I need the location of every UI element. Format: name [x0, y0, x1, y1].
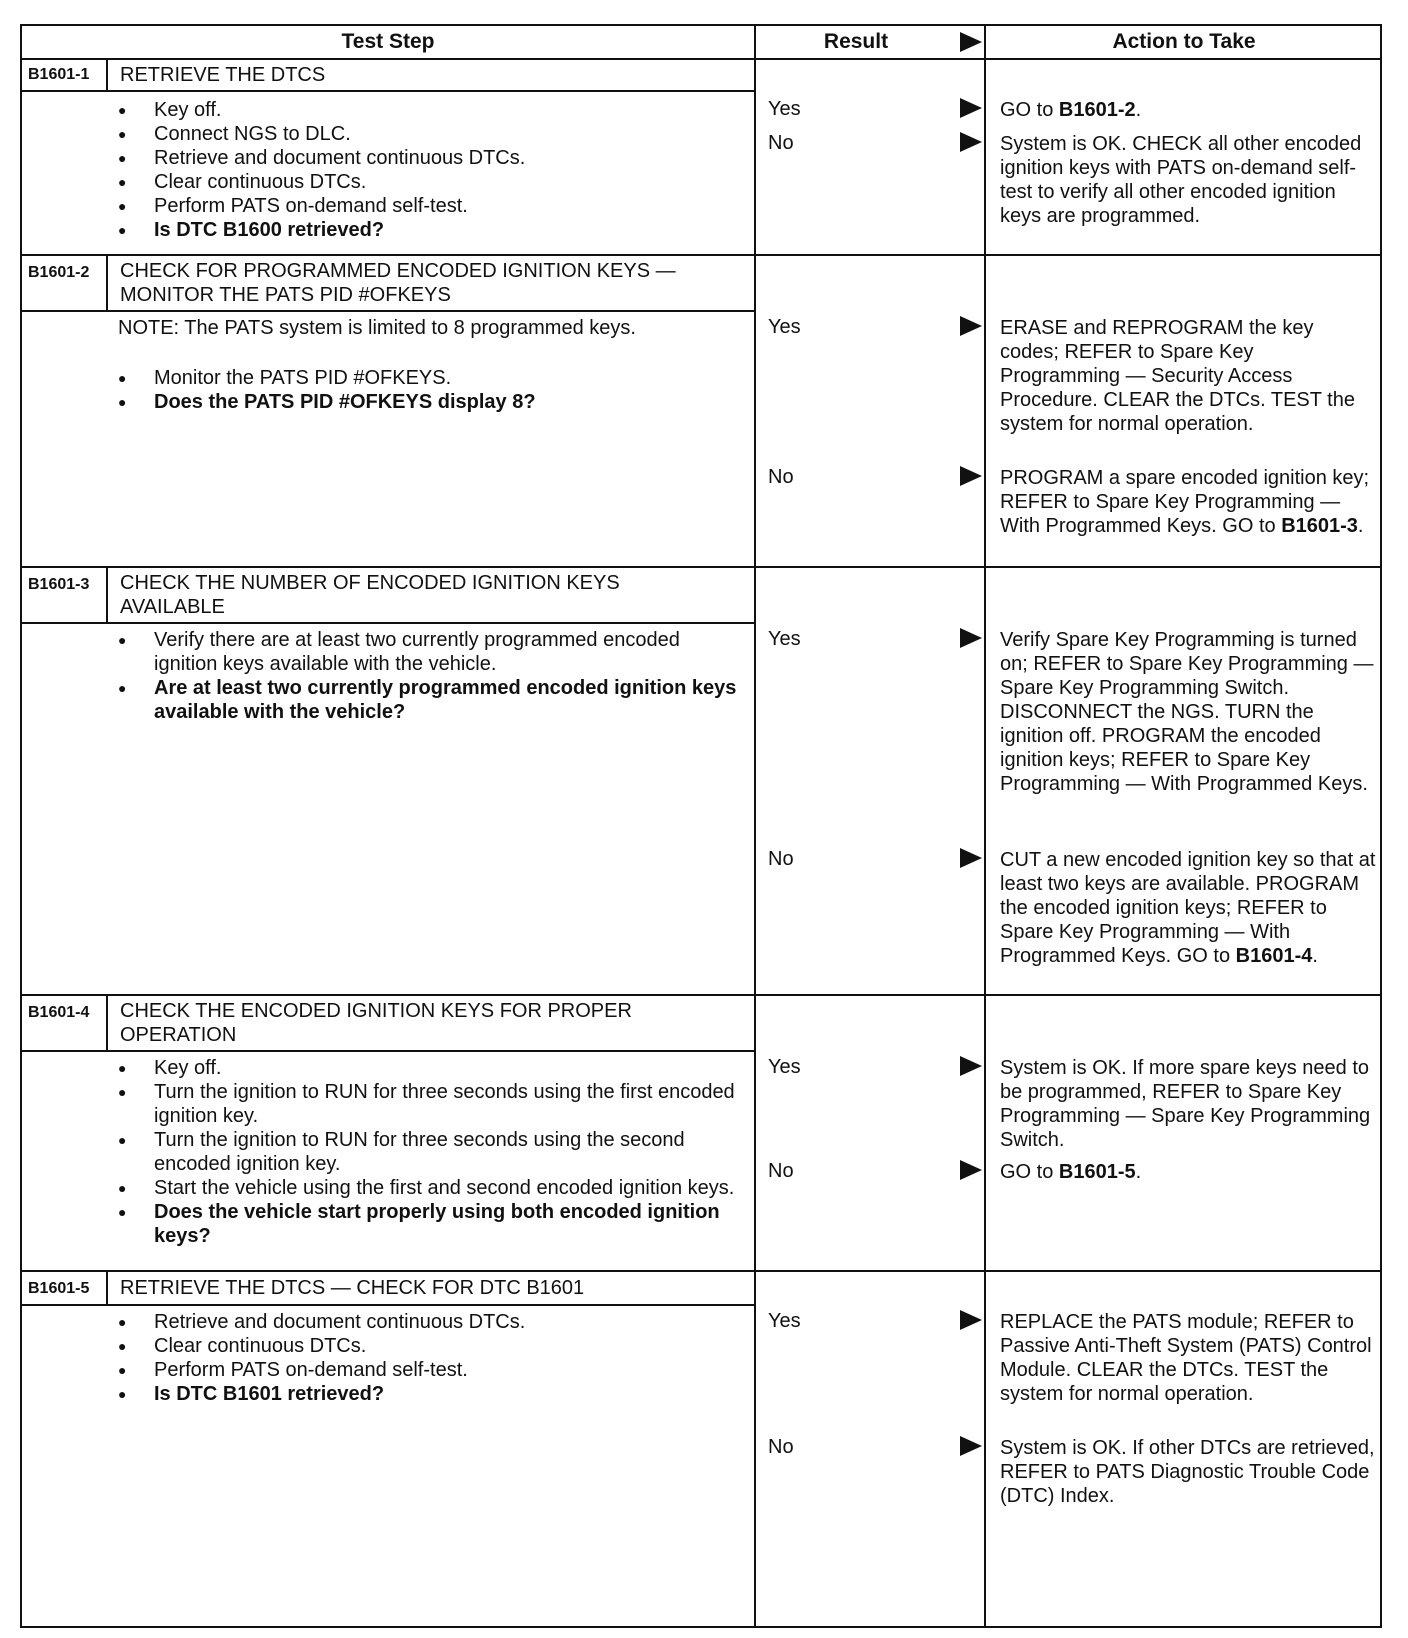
step-title: RETRIEVE THE DTCS	[120, 64, 326, 86]
action-text: Verify Spare Key Programming is turned on; REFER to Spare Key Programming — Spare Key Programming Switch. DISCONNECT the NGS. TURN the ignition off. PROGRAM the encoded ignition keys; REFER to Spare Key Programming — With Programmed Keys.	[1000, 629, 1374, 795]
code-divider	[106, 566, 108, 622]
result-no: No	[768, 1160, 794, 1182]
arrow-icon	[960, 1310, 982, 1330]
step-bullets	[118, 1056, 738, 1248]
bullet: ● Key off.	[118, 98, 738, 122]
action-text: GO to B1601-5.	[1000, 1161, 1142, 1183]
arrow-icon	[960, 1160, 982, 1180]
bullet: ● Clear continuous DTCs.	[118, 1334, 738, 1358]
arrow-icon	[960, 132, 982, 152]
step-bullets	[118, 98, 738, 242]
action-text: System is OK. If more spare keys need to be programmed, REFER to Spare Key Programming — Spare Key Programming Switch.	[1000, 1057, 1371, 1151]
step-code: B1601-4	[28, 1004, 90, 1021]
header-arrow-icon	[960, 32, 982, 52]
code-divider	[106, 1270, 108, 1304]
result-no: No	[768, 466, 794, 488]
bullet: ● Retrieve and document continuous DTCs.	[118, 1310, 738, 1334]
arrow-icon	[960, 848, 982, 868]
action-text: REPLACE the PATS module; REFER to Passive Anti-Theft System (PATS) Control Module. CLEAR the DTCs. TEST the system for normal operation.	[1000, 1311, 1372, 1405]
step-title: CHECK FOR PROGRAMMED ENCODED IGNITION KEYS — MONITOR THE PATS PID #OFKEYS	[120, 260, 676, 306]
title-divider	[22, 1304, 754, 1306]
code-divider	[106, 994, 108, 1050]
code-divider	[106, 58, 108, 90]
header-result: Result	[823, 30, 889, 53]
header-action: Action to Take	[1112, 30, 1256, 53]
step-bullets	[118, 366, 738, 414]
bullet: ● Turn the ignition to RUN for three seconds using the second encoded ignition key.	[118, 1128, 738, 1176]
result-yes: Yes	[768, 98, 801, 120]
action-text: PROGRAM a spare encoded ignition key; REFER to Spare Key Programming — With Programmed Keys. GO to B1601-3.	[1000, 467, 1370, 537]
action-text: CUT a new encoded ignition key so that at least two keys are available. PROGRAM the encoded ignition keys; REFER to Spare Key Programming — With Programmed Keys. GO to B1601-4.	[1000, 849, 1376, 967]
header-test-step: Test Step	[341, 30, 435, 53]
bullet: ● Monitor the PATS PID #OFKEYS.	[118, 366, 738, 390]
arrow-icon	[960, 316, 982, 336]
step-divider	[22, 254, 1380, 256]
step-question: ● Is DTC B1600 retrieved?	[118, 218, 738, 242]
result-no: No	[768, 1436, 794, 1458]
bullet: ● Key off.	[118, 1056, 738, 1080]
step-title: CHECK THE ENCODED IGNITION KEYS FOR PROPER OPERATION	[120, 1000, 632, 1046]
bullet: ● Perform PATS on-demand self-test.	[118, 1358, 738, 1382]
bullet: ● Connect NGS to DLC.	[118, 122, 738, 146]
step-code: B1601-1	[28, 66, 90, 83]
step-code: B1601-5	[28, 1280, 90, 1297]
step-bullets	[118, 628, 738, 724]
bullet: ● Perform PATS on-demand self-test.	[118, 194, 738, 218]
bullet: ● Turn the ignition to RUN for three seconds using the first encoded ignition key.	[118, 1080, 738, 1128]
step-question: ● Is DTC B1601 retrieved?	[118, 1382, 738, 1406]
action-text: System is OK. If other DTCs are retrieved, REFER to PATS Diagnostic Trouble Code (DTC) Index.	[1000, 1437, 1375, 1507]
step-code: B1601-3	[28, 576, 90, 593]
arrow-icon	[960, 1056, 982, 1076]
title-divider	[22, 90, 754, 92]
title-divider	[22, 1050, 754, 1052]
arrow-icon	[960, 466, 982, 486]
result-yes: Yes	[768, 1310, 801, 1332]
step-bullets	[118, 1310, 738, 1406]
diagnostic-table	[20, 24, 1382, 1628]
result-no: No	[768, 848, 794, 870]
step-question: ● Does the PATS PID #OFKEYS display 8?	[118, 390, 738, 414]
step-code: B1601-2	[28, 264, 90, 281]
arrow-icon	[960, 628, 982, 648]
bullet: ● Retrieve and document continuous DTCs.	[118, 146, 738, 170]
step-title: RETRIEVE THE DTCS — CHECK FOR DTC B1601	[120, 1277, 585, 1299]
step-question: ● Are at least two currently programmed encoded ignition keys available with the vehicle?	[118, 676, 738, 724]
step-question: ● Does the vehicle start properly using both encoded ignition keys?	[118, 1200, 738, 1248]
arrow-icon	[960, 98, 982, 118]
action-text: System is OK. CHECK all other encoded ignition keys with PATS on-demand self-test to verify all other encoded ignition keys are programmed.	[1000, 133, 1362, 227]
column-divider-result	[754, 26, 756, 1626]
step-title: CHECK THE NUMBER OF ENCODED IGNITION KEYS AVAILABLE	[120, 572, 620, 618]
action-text: GO to B1601-2.	[1000, 99, 1142, 121]
code-divider	[106, 254, 108, 310]
result-no: No	[768, 132, 794, 154]
step-note: NOTE: The PATS system is limited to 8 programmed keys.	[118, 317, 636, 339]
result-yes: Yes	[768, 1056, 801, 1078]
bullet: ● Clear continuous DTCs.	[118, 170, 738, 194]
header-divider	[22, 58, 1380, 60]
arrow-icon	[960, 1436, 982, 1456]
step-divider	[22, 566, 1380, 568]
result-yes: Yes	[768, 628, 801, 650]
step-divider	[22, 1270, 1380, 1272]
step-divider	[22, 994, 1380, 996]
title-divider	[22, 622, 754, 624]
title-divider	[22, 310, 754, 312]
action-text: ERASE and REPROGRAM the key codes; REFER to Spare Key Programming — Security Access Procedure. CLEAR the DTCs. TEST the system for normal operation.	[1000, 317, 1355, 435]
bullet: ● Verify there are at least two currently programmed encoded ignition keys available with the vehicle.	[118, 628, 738, 676]
column-divider-action	[984, 26, 986, 1626]
result-yes: Yes	[768, 316, 801, 338]
bullet: ● Start the vehicle using the first and second encoded ignition keys.	[118, 1176, 738, 1200]
